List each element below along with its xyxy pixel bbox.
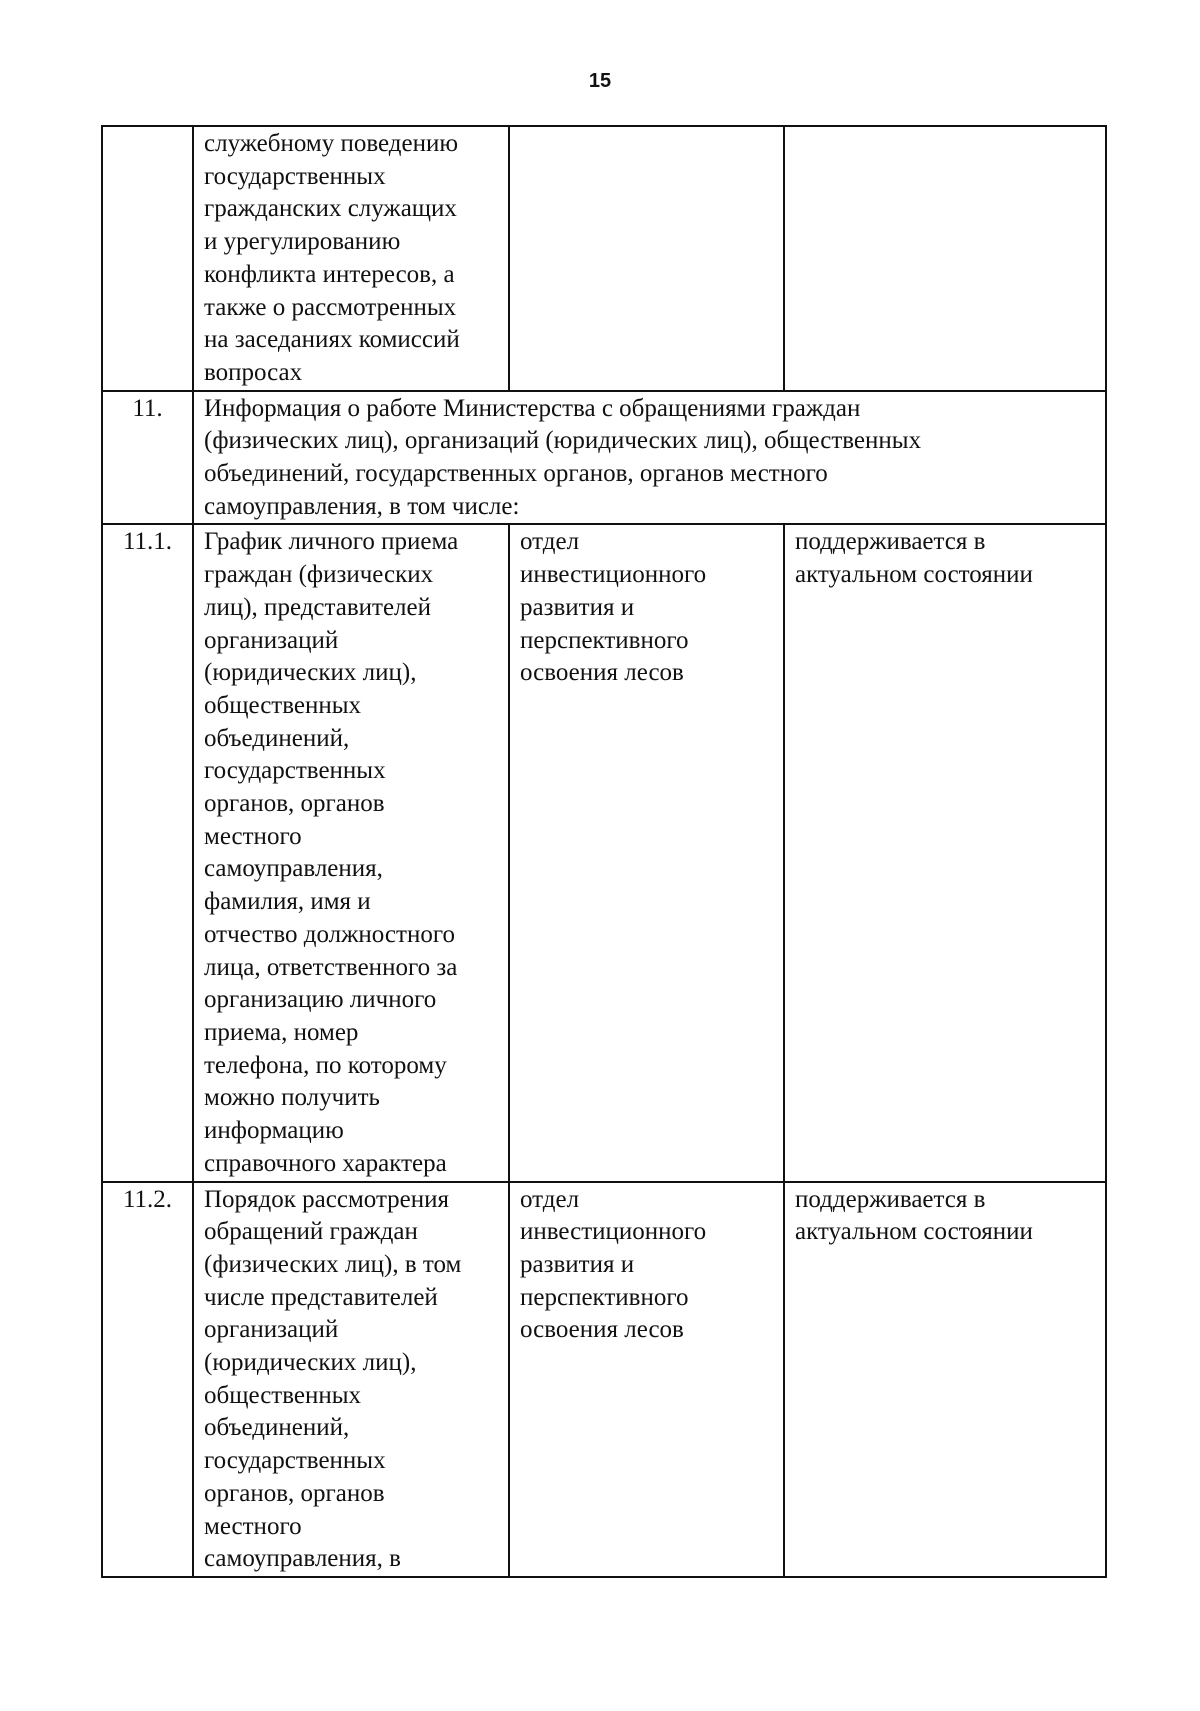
responsible-cell: [509, 1182, 784, 1577]
item-name-line: можно получить: [204, 1084, 380, 1112]
item-name-line: справочного характера: [204, 1149, 447, 1177]
responsible-line: инвестиционного: [520, 1218, 707, 1246]
row-number: 11.: [102, 391, 193, 525]
item-name-line: также о рассмотренных: [204, 293, 457, 321]
row-number: 11.2.: [102, 1182, 193, 1577]
responsible-line: перспективного: [520, 626, 689, 654]
item-name-line: государственных: [204, 162, 386, 190]
responsible-line: развития и: [520, 593, 635, 621]
item-name-line: конфликта интересов, а: [204, 260, 455, 288]
item-name-line: местного: [204, 1512, 302, 1540]
item-name-cell: [193, 1182, 509, 1577]
table-row: [102, 391, 1106, 525]
item-name-line: обращений граждан: [204, 1218, 418, 1246]
responsible-cell: [509, 126, 784, 391]
responsible-line: отдел: [520, 528, 580, 556]
item-name-line: на заседаниях комиссий: [204, 326, 460, 354]
item-name-line: органов, органов: [204, 1479, 385, 1507]
item-name-line: граждан (физических: [204, 561, 434, 589]
row-number: [102, 126, 193, 391]
item-name-line: общественных: [204, 691, 362, 719]
section-heading-line: объединений, государственных органов, органов местного: [204, 460, 828, 488]
section-heading-line: самоуправления, в том числе:: [204, 492, 520, 520]
item-name-cell: [193, 524, 509, 1181]
item-name-line: государственных: [204, 757, 386, 785]
responsible-line: развития и: [520, 1250, 635, 1278]
period-line: актуальном состоянии: [795, 561, 1033, 589]
item-name-line: местного: [204, 822, 302, 850]
period-line: поддерживается в: [795, 1185, 986, 1213]
item-name-line: информацию: [204, 1117, 344, 1145]
item-name-line: (физических лиц), в том: [204, 1250, 462, 1278]
item-name-line: и урегулированию: [204, 228, 401, 256]
item-name-line: гражданских служащих: [204, 195, 457, 223]
item-name-line: органов, органов: [204, 790, 385, 818]
responsible-line: перспективного: [520, 1283, 689, 1311]
section-heading-line: (физических лиц), организаций (юридических лиц), общественных: [204, 427, 922, 455]
period-line: актуальном состоянии: [795, 1218, 1033, 1246]
item-name-line: лиц), представителей: [204, 593, 432, 621]
item-name-line: Порядок рассмотрения: [204, 1185, 450, 1213]
item-name-line: объединений,: [204, 724, 350, 752]
period-line: поддерживается в: [795, 528, 986, 556]
table-row: [102, 524, 1106, 1181]
item-name-line: организаций: [204, 1316, 339, 1344]
responsible-line: инвестиционного: [520, 561, 707, 589]
page-number: 15: [588, 70, 612, 92]
section-heading-line: Информация о работе Министерства с обращениями граждан: [204, 394, 861, 422]
item-name-line: фамилия, имя и: [204, 888, 371, 916]
item-name-line: организаций: [204, 626, 339, 654]
item-name-line: организацию личного: [204, 986, 437, 1014]
responsible-line: освоения лесов: [520, 1316, 684, 1344]
item-name-line: отчество должностного: [204, 920, 455, 948]
item-name-line: государственных: [204, 1447, 386, 1475]
row-number: 11.1.: [102, 524, 193, 1181]
item-name-line: объединений,: [204, 1414, 350, 1442]
period-cell: [784, 126, 1106, 391]
item-name-line: самоуправления, в: [204, 1545, 401, 1573]
item-name-line: График личного приема: [204, 528, 459, 556]
period-cell: [784, 524, 1106, 1181]
item-name-line: (юридических лиц),: [204, 659, 417, 687]
item-name-line: телефона, по которому: [204, 1051, 447, 1079]
responsible-cell: [509, 524, 784, 1181]
responsible-line: отдел: [520, 1185, 580, 1213]
item-name-line: служебному поведению: [204, 130, 459, 157]
table-row: [102, 126, 1106, 391]
item-name-line: числе представителей: [204, 1283, 438, 1311]
item-name-line: приема, номер: [204, 1018, 359, 1046]
period-cell: [784, 1182, 1106, 1577]
item-name-line: общественных: [204, 1381, 362, 1409]
item-name-line: (юридических лиц),: [204, 1349, 417, 1377]
item-name-cell: [193, 126, 509, 391]
section-heading-cell: [193, 391, 1106, 525]
item-name-line: лица, ответственного за: [204, 953, 458, 981]
document-table: [101, 125, 1107, 1578]
table-row: [102, 1182, 1106, 1577]
responsible-line: освоения лесов: [520, 659, 684, 687]
item-name-line: вопросах: [204, 358, 303, 386]
item-name-line: самоуправления,: [204, 855, 383, 883]
